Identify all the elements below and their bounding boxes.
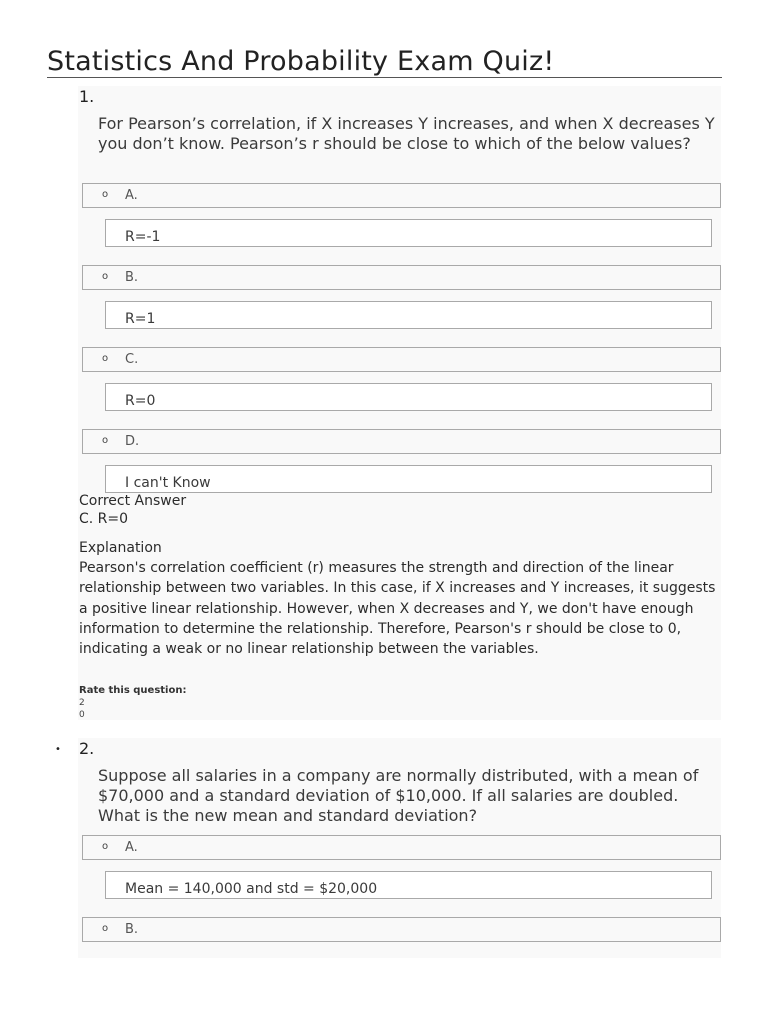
- option-bullet: o: [102, 271, 109, 282]
- option-letter: B.: [125, 270, 139, 285]
- explanation-label: Explanation: [79, 540, 162, 556]
- list-bullet: •: [55, 744, 61, 755]
- option-letter: A.: [125, 840, 138, 855]
- correct-answer-value: C. R=0: [79, 511, 129, 527]
- question-1-text: For Pearson’s correlation, if X increases Y increases, and when X decreases Y you don’t know. Pearson’s r should be close to which of the below values?: [98, 114, 715, 153]
- option-bullet: o: [102, 353, 109, 364]
- question-2-number: 2.: [79, 739, 95, 758]
- correct-answer-label: Correct Answer: [79, 493, 187, 509]
- option-1d[interactable]: [82, 429, 721, 454]
- option-answer-text: Mean = 140,000 and std = $20,000: [125, 881, 378, 897]
- option-answer-text: R=0: [125, 393, 156, 409]
- question-1-number: 1.: [79, 87, 95, 106]
- option-answer-text: R=1: [125, 311, 156, 327]
- option-bullet: o: [102, 923, 109, 934]
- option-2a-answer[interactable]: [105, 871, 712, 899]
- option-1a[interactable]: [82, 183, 721, 208]
- option-bullet: o: [102, 435, 109, 446]
- option-bullet: o: [102, 189, 109, 200]
- option-1d-answer[interactable]: [105, 465, 712, 493]
- option-answer-text: I can't Know: [125, 475, 211, 491]
- explanation-text: Pearson's correlation coefficient (r) measures the strength and direction of the linear relationship between two variables. In this case, if X increases and Y increases, it suggests a positive linear relationship. However, when X decreases and Y, we don't have enough information to determine the relationship. Therefore, Pearson's r should be close to 0, indicating a weak or no linear relationship between the variables.: [79, 560, 716, 658]
- option-bullet: o: [102, 841, 109, 852]
- rate-question-label: Rate this question:: [79, 685, 187, 696]
- option-2b[interactable]: [82, 917, 721, 942]
- option-1c[interactable]: [82, 347, 721, 372]
- page-title: Statistics And Probability Exam Quiz!: [47, 46, 555, 77]
- option-1c-answer[interactable]: [105, 383, 712, 411]
- option-letter: B.: [125, 922, 139, 937]
- title-divider: [47, 77, 722, 78]
- option-answer-text: R=-1: [125, 229, 161, 245]
- rate-upvote-count[interactable]: 2: [79, 698, 85, 708]
- option-letter: D.: [125, 434, 140, 449]
- question-2-text: Suppose all salaries in a company are normally distributed, with a mean of $70,000 and a standard deviation of $10,000. If all salaries are doubled. What is the new mean and standard deviation?: [98, 766, 699, 825]
- option-1b[interactable]: [82, 265, 721, 290]
- option-1a-answer[interactable]: [105, 219, 712, 247]
- option-1b-answer[interactable]: [105, 301, 712, 329]
- option-letter: C.: [125, 352, 139, 367]
- option-letter: A.: [125, 188, 138, 203]
- rate-downvote-count[interactable]: 0: [79, 710, 85, 720]
- option-2a[interactable]: [82, 835, 721, 860]
